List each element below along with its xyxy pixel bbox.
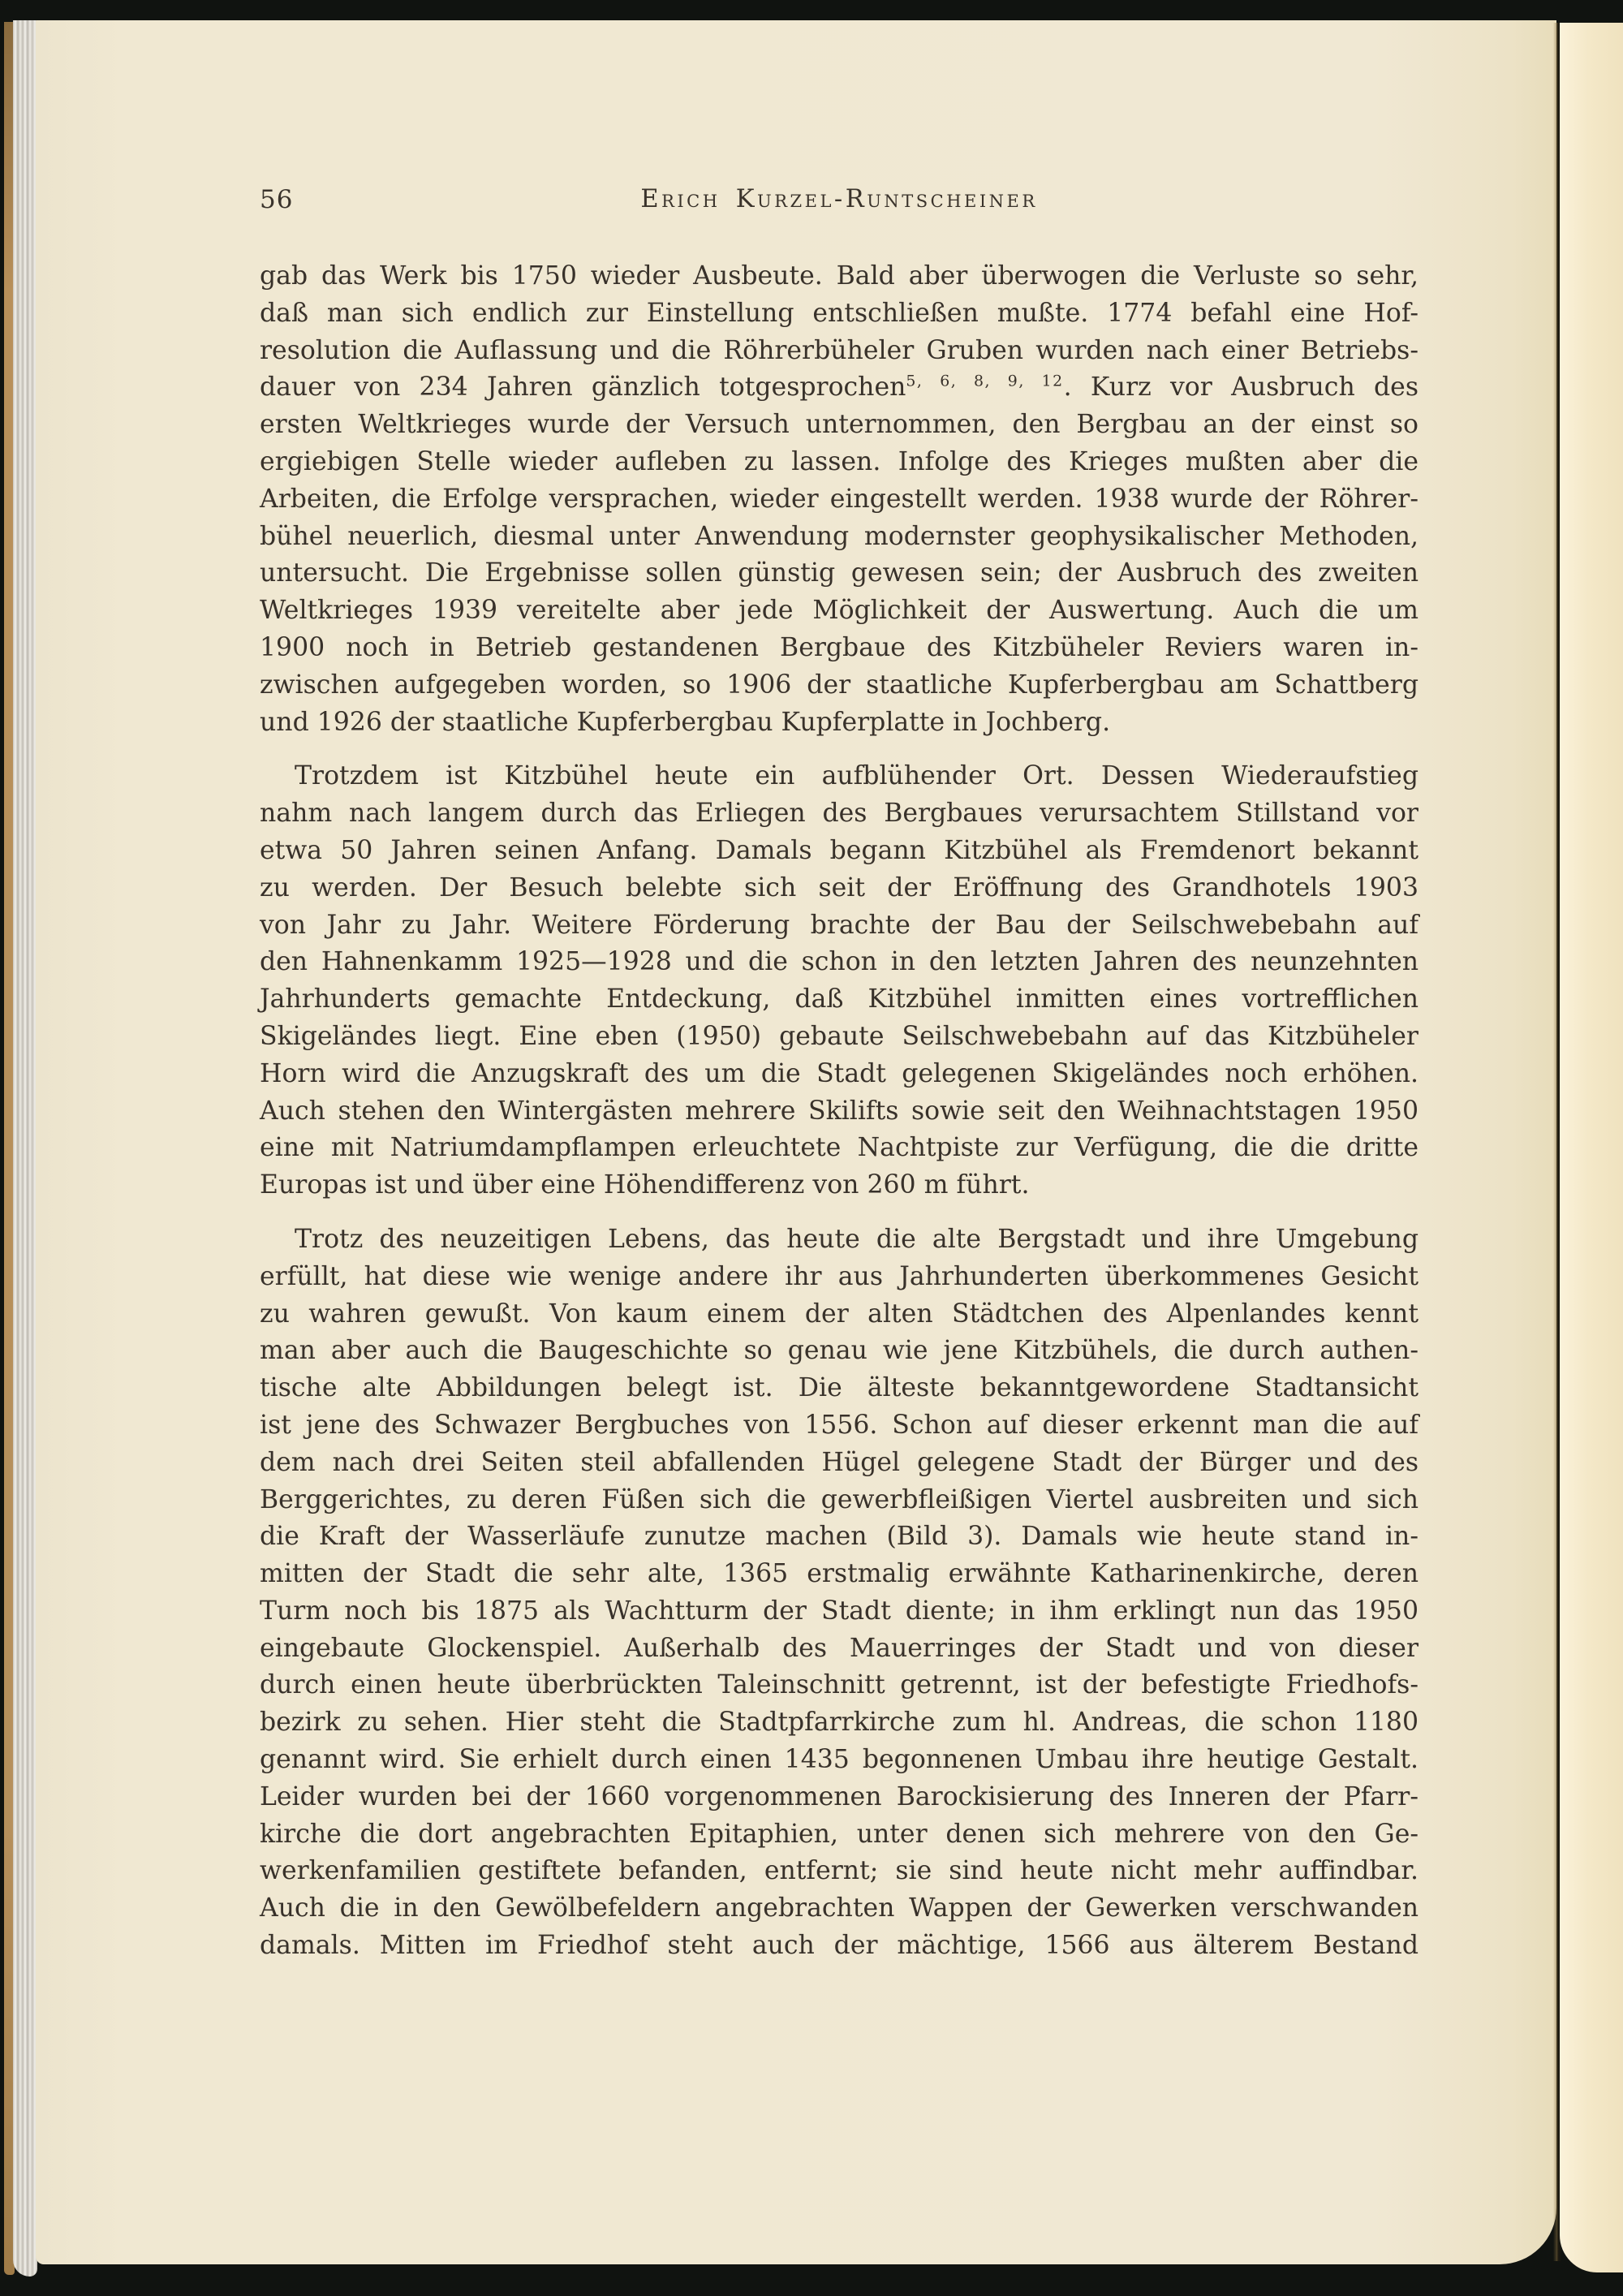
text-line: erfüllt, hat diese wie wenige andere ihr aus Jahrhunderten überkommenes Gesicht [260, 1261, 1419, 1291]
text-line: ist jene des Schwazer Bergbuches von 1556. Schon auf dieser erkennt man die auf [260, 1410, 1419, 1440]
text-line: eine mit Natriumdampflampen erleuchtete Nachtpiste zur Verfügung, die die dritte [260, 1133, 1419, 1163]
footnote-reference: 5, 6, 8, 9, 12 [906, 372, 1064, 390]
text-line: dem nach drei Seiten steil abfallenden Hügel gelegene Stadt der Bürger und des [260, 1447, 1419, 1477]
text-segment: . Kurz vor Ausbruch des [1063, 373, 1419, 403]
text-line: Horn wird die Anzugskraft des um die Stadt gelegenen Skigeländes noch erhöhen. [260, 1058, 1419, 1088]
text-line: zu wahren gewußt. Von kaum einem der alten Städtchen des Alpenlandes kennt [260, 1299, 1419, 1329]
text-line: Arbeiten, die Erfolge versprachen, wieder eingestellt werden. 1938 wurde der Röhrer- [260, 484, 1419, 514]
text-line: Europas ist und über eine Höhendifferenz von 260 m führt. [260, 1170, 1030, 1200]
text-line: die Kraft der Wasserläufe zunutze machen (Bild 3). Damals wie heute stand in- [260, 1522, 1419, 1552]
text-line: resolution die Auflassung und die Röhrerbüheler Gruben wurden nach einer Betriebs- [260, 335, 1419, 365]
text-line: Turm noch bis 1875 als Wachtturm der Stadt diente; in ihm erklingt nun das 1950 [260, 1596, 1419, 1626]
text-line [260, 369, 1419, 407]
text-line: daß man sich endlich zur Einstellung entschließen mußte. 1774 befahl eine Hof- [260, 298, 1419, 328]
text-line: Auch stehen den Wintergästen mehrere Skilifts sowie seit den Weihnachtstagen 1950 [260, 1096, 1419, 1126]
text-line: man aber auch die Baugeschichte so genau wie jene Kitzbühels, die durch authen- [260, 1336, 1419, 1366]
text-line: mitten der Stadt die sehr alte, 1365 erstmalig erwähnte Katharinenkirche, deren [260, 1559, 1419, 1589]
text-line: nahm nach langem durch das Erliegen des Bergbaues verursachtem Stillstand vor [260, 799, 1419, 829]
text-line: bühel neuerlich, diesmal unter Anwendung modernster geophysikalischer Methoden, [260, 521, 1419, 551]
text-line: ergiebigen Stelle wieder aufleben zu lassen. Infolge des Krieges mußten aber die [260, 446, 1419, 476]
text-line: zu werden. Der Besuch belebte sich seit der Eröffnung des Grandhotels 1903 [260, 872, 1419, 902]
stacked-page-edges [13, 20, 37, 2277]
text-line: den Hahnenkamm 1925—1928 und die schon in den letzten Jahren des neunzehnten [260, 947, 1419, 977]
text-line: durch einen heute überbrückten Taleinschnitt getrennt, ist der befestigte Friedhofs- [260, 1670, 1419, 1700]
text-line: Trotzdem ist Kitzbühel heute ein aufblühender Ort. Dessen Wiederaufstieg [295, 761, 1419, 791]
text-line: und 1926 der staatliche Kupferbergbau Kupferplatte in Jochberg. [260, 707, 1111, 737]
text-line: Skigeländes liegt. Eine eben (1950) gebaute Seilschwebebahn auf das Kitzbüheler [260, 1021, 1419, 1051]
adjacent-page-edge [1560, 23, 1623, 2272]
text-line: tische alte Abbildungen belegt ist. Die älteste bekanntgewordene Stadtansicht [260, 1373, 1419, 1403]
running-header: Erich Kurzel-Runtscheiner [640, 185, 1038, 213]
text-line: kirche die dort angebrachten Epitaphien, unter denen sich mehrere von den Ge- [260, 1819, 1419, 1849]
text-line: Jahrhunderts gemachte Entdeckung, daß Kitzbühel inmitten eines vortrefflichen [260, 984, 1419, 1014]
text-line: eingebaute Glockenspiel. Außerhalb des Mauerringes der Stadt und von dieser [260, 1633, 1419, 1663]
text-line: gab das Werk bis 1750 wieder Ausbeute. Bald aber überwogen die Verluste so sehr, [260, 261, 1419, 291]
text-segment: dauer von 234 Jahren gänzlich totgesprochen [260, 373, 906, 403]
text-line: untersucht. Die Ergebnisse sollen günstig gewesen sein; der Ausbruch des zweiten [260, 558, 1419, 588]
paragraph [260, 1221, 1419, 1965]
text-line: damals. Mitten im Friedhof steht auch der mächtige, 1566 aus älterem Bestand [260, 1931, 1419, 1961]
text-line: Auch die in den Gewölbefeldern angebrachten Wappen der Gewerken verschwanden [260, 1893, 1419, 1923]
text-line: Trotz des neuzeitigen Lebens, das heute die alte Bergstadt und ihre Umgebung [295, 1224, 1419, 1254]
text-line: Weltkrieges 1939 vereitelte aber jede Möglichkeit der Auswertung. Auch die um [260, 596, 1419, 626]
text-line: Berggerichtes, zu deren Füßen sich die gewerbfleißigen Viertel ausbreiten und sich [260, 1484, 1419, 1514]
text-line: ersten Weltkrieges wurde der Versuch unternommen, den Bergbau an der einst so [260, 410, 1419, 440]
text-line: 1900 noch in Betrieb gestandenen Bergbaue des Kitzbüheler Reviers waren in- [260, 632, 1419, 662]
text-line: werkenfamilien gestiftete befanden, entfernt; sie sind heute nicht mehr auffindbar. [260, 1856, 1419, 1886]
text-line: genannt wird. Sie erhielt durch einen 1435 begonnenen Umbau ihre heutige Gestalt. [260, 1745, 1419, 1775]
body-text [260, 258, 1419, 1965]
page-header [260, 183, 1419, 220]
paragraph [260, 758, 1419, 1204]
book-page [36, 20, 1556, 2264]
text-line: Leider wurden bei der 1660 vorgenommenen Barockisierung des Inneren der Pfarr- [260, 1781, 1419, 1811]
text-line: zwischen aufgegeben worden, so 1906 der staatliche Kupferbergbau am Schattberg [260, 670, 1419, 700]
text-line: von Jahr zu Jahr. Weitere Förderung brachte der Bau der Seilschwebebahn auf [260, 910, 1419, 940]
paragraph [260, 258, 1419, 741]
text-line: bezirk zu sehen. Hier steht die Stadtpfarrkirche zum hl. Andreas, die schon 1180 [260, 1708, 1419, 1738]
page-number: 56 [260, 185, 294, 214]
text-line: etwa 50 Jahren seinen Anfang. Damals begann Kitzbühel als Fremdenort bekannt [260, 835, 1419, 865]
